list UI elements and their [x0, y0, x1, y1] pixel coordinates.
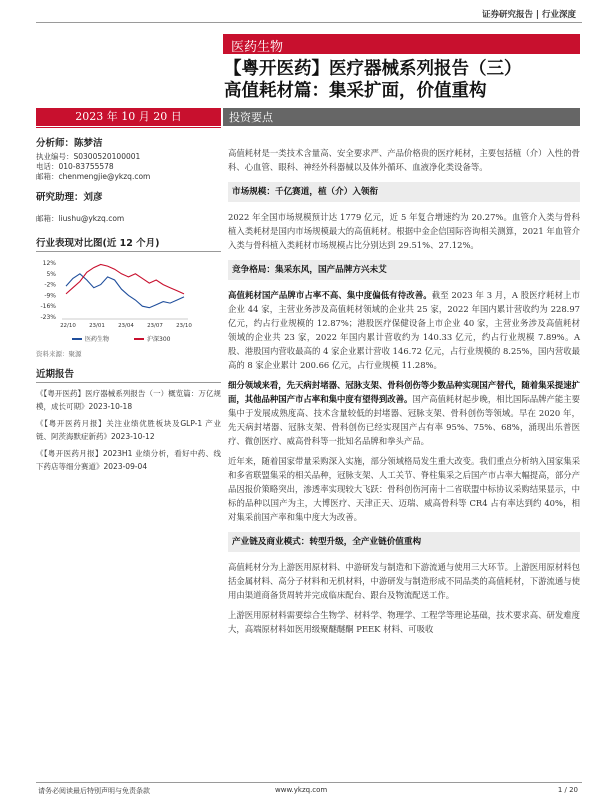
analyst-name: 分析师：陈梦洁: [36, 138, 103, 149]
sector-banner: [223, 34, 580, 54]
section-competition: 竞争格局：集采东风，国产品牌方兴未艾: [228, 260, 580, 280]
title-line-2: 高值耗材篇：集采扩面，价值重构: [224, 81, 487, 101]
section-market-size: 市场规模：千亿赛道，植（介）入领衔: [228, 182, 580, 202]
assistant-name: 研究助理：刘彦: [36, 192, 103, 203]
procurement-paragraph: 近年来，随着国家带量采购深入实施，部分领域格局发生重大改变。我们重点分析纳入国家集采和多省联盟集采的相关品种，冠脉支架、人工关节、脊柱集采之后国产市占率大幅提高，部分产品因报价策略突出，渗透率实现较大飞跃：骨科创伤河南十二省联盟中标协议采购结果显示，中标的品种以国产为主，大博医疗、天津正天、迈瑞、威高骨科等 CR4 占有率达到约 40%，相对集采前国产率和集中度大为改善。: [228, 456, 580, 522]
footer-divider: [36, 782, 582, 783]
header-divider: [36, 22, 582, 23]
report-date: 2023 年 10 月 20 日: [36, 108, 221, 126]
investment-points-label: 投资要点: [229, 111, 273, 124]
competition-body: 截至 2023 年 3 月，A 股医疗耗材上市企业 44 家，主营业务涉及高值耗材领域的企业共 25 家，2022 年国内累计营收约为 228.97 亿元，约占行业规模的 12.87%；港股医疗保健设备上市企业 40 家，主营业务涉及高值耗材领域的企业共 23 家，2022 年国内累计营收约为 140.33 亿元，约占行业规模 7.89%。A 股、港股国内营收最高的 4 家企业累计营收 146.72 亿元，占行业规模的 8.25%，国内营收最高的 8 家企业累计 200.66 亿元，占行业规模 11.28%。: [228, 290, 580, 370]
x-tick-label: 23/01: [89, 323, 105, 329]
competition-lead: 高值耗材国产品牌市占率不高、集中度偏低有待改善。: [228, 290, 432, 300]
investment-points-banner: [223, 108, 580, 126]
title-line-1: 【粤开医药】医疗器械系列报告（三）: [224, 59, 522, 79]
analyst-panel: [36, 135, 221, 252]
y-tick-label: -23%: [40, 314, 56, 321]
x-tick-label: 23/04: [118, 323, 134, 329]
assistant-email[interactable]: 邮箱：liushu@ykzq.com: [36, 214, 125, 223]
date-underline: [36, 127, 221, 128]
recent-reports-heading: 近期报告: [36, 369, 75, 380]
report-title: [224, 58, 594, 102]
segment-lead: 细分领域来看，先天病封堵器、冠脉支架、骨科创伤等少数品种实现国产替代，随着集采提速扩面，其他品种国产市占率和集中度有望得到改善。: [228, 380, 580, 404]
competition-paragraph-2: [228, 378, 580, 448]
legend-label: 沪深300: [147, 336, 171, 343]
y-tick-label: -16%: [40, 303, 56, 311]
series-line: [66, 274, 184, 308]
website-link[interactable]: www.ykzq.com: [275, 786, 328, 794]
y-tick-label: -2%: [44, 281, 56, 289]
intro-paragraph: 高值耗材是一类技术含量高、安全要求严、产品价格贵的医疗耗材，主要包括植（介）入性的骨科、心血管、眼科、神经外科器械以及体外循环、血液净化类设备等。: [228, 148, 580, 172]
sector-label: 医药生物: [231, 40, 284, 55]
legend-label: 医药生物: [85, 336, 110, 343]
chart-title: 行业表现对比图(近 12 个月): [36, 235, 221, 252]
chain-paragraph: 高值耗材分为上游医用原材料、中游研发与制造和下游流通与使用三大环节。上游医用原材料包括金属材料、高分子材料和无机材料，中游研发与制造形成不同品类的高值耗材，下游流通与使用由渠道商备货周转并完成临床配台、跟台及物流配送工作。: [228, 562, 580, 600]
segment-body: 国产高值耗材起步晚，相比国际品牌产能主要集中于发展成熟度高、技术含量较低的封堵器、冠脉支架、骨科创伤等领域。早在 2020 年，先天病封堵器、冠脉支架、骨科创伤已经实现国产占有率 95%、75%、68%，涌现出乐普医疗、微创医疗、威高骨科等一批知名品牌和拳头产品。: [228, 394, 581, 446]
recent-reports: [36, 366, 221, 473]
section-industry-chain: 产业链及商业模式：转型升级，全产业链价值重构: [228, 532, 580, 552]
market-size-paragraph: 2022 年全国市场规模预计达 1779 亿元，近 5 年复合增速约为 20.27%。血管介入类与骨科植入类耗材是国内市场规模最大的高值耗材。根据中金企信国际咨询相关测算，2021 年血管介入类与骨科植入类耗材市场规模占比分别达到 29.51%、27.12%。: [228, 212, 580, 250]
recent-report-3[interactable]: 《【粤开医药月报】2023H1 业绩分析，看好中药、线下药店等细分赛道》2023-09-04: [36, 449, 221, 471]
report-type-header: 证券研究报告 | 行业深度: [481, 10, 576, 20]
series-line: [66, 265, 184, 294]
chart-source: 资料来源：聚源: [36, 350, 82, 358]
analyst-cert: 执业编号：S0300520100001: [36, 152, 141, 161]
x-tick-label: 22/10: [60, 323, 76, 329]
analyst-phone: 电话：010-83755578: [36, 162, 114, 171]
y-tick-label: 5%: [46, 270, 56, 278]
y-tick-label: 12%: [42, 260, 56, 267]
upstream-paragraph: 上游医用原材料需要综合生物学、材料学、物理学、工程学等理论基础，技术要求高、研发难度大，高端原材料如医用级聚醚醚酮 PEEK 材料、可吸收: [228, 610, 580, 634]
x-tick-label: 23/07: [147, 323, 163, 329]
competition-paragraph-1: [228, 288, 580, 372]
recent-report-1[interactable]: 《【粤开医药】医疗器械系列报告（一）概览篇：万亿规模，成长可期》2023-10-18: [36, 389, 221, 411]
analyst-email[interactable]: 邮箱：chenmengjie@ykzq.com: [36, 172, 151, 181]
page-number: 1 / 20: [557, 786, 578, 794]
performance-chart: [36, 255, 196, 345]
x-tick-label: 23/10: [176, 323, 192, 329]
main-content: [228, 146, 580, 636]
disclaimer-note[interactable]: 请务必阅读最后特别声明与免责条款: [38, 787, 150, 795]
y-tick-label: -9%: [44, 292, 56, 300]
recent-report-2[interactable]: 《【粤开医药月报】关注业绩优胜板块及GLP-1 产业链、阿茨海默症新药》2023-10-12: [36, 419, 221, 441]
